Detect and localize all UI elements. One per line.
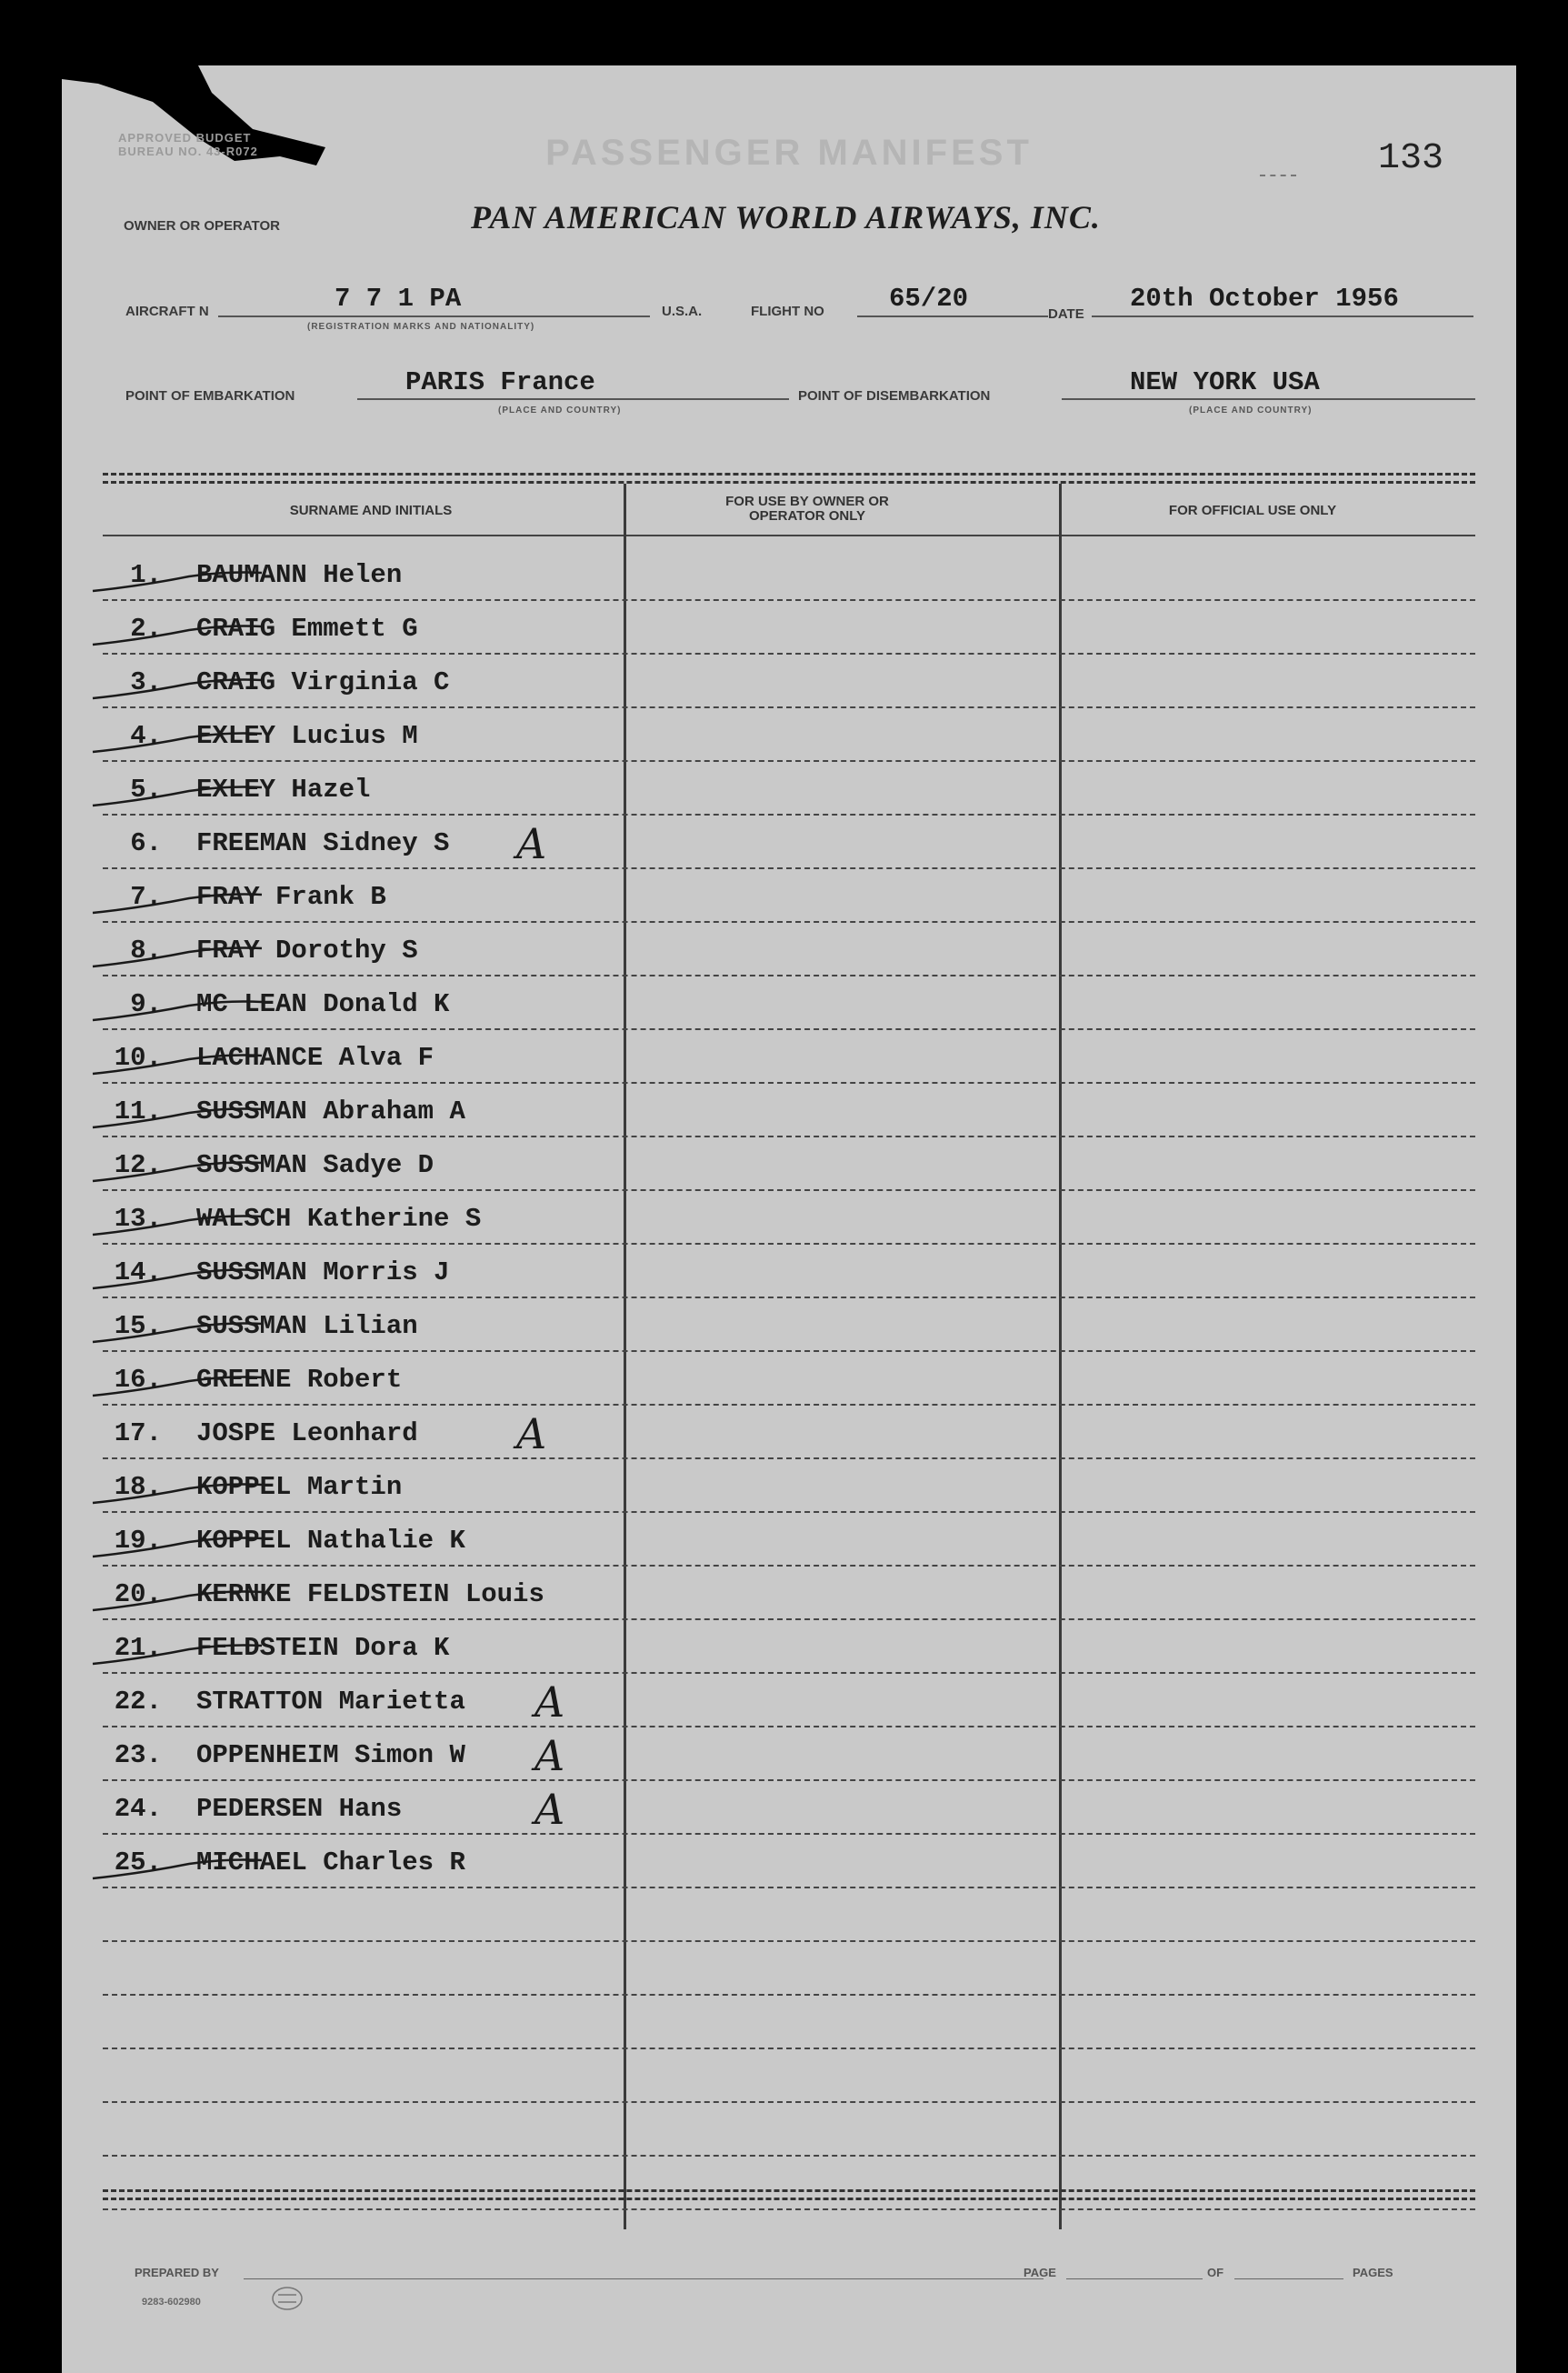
passenger-name: LACHANCE Alva F <box>196 1043 434 1073</box>
table-row <box>62 1888 1516 1942</box>
col-owner-use: FOR USE BY OWNER OR OPERATOR ONLY <box>725 494 889 524</box>
col-official-use: FOR OFFICIAL USE ONLY <box>1168 503 1337 518</box>
strike-mark <box>89 1052 271 1079</box>
table-top-rule <box>103 473 1475 484</box>
of-label: OF <box>1207 2266 1224 2279</box>
embarkation-value: PARIS France <box>405 367 595 397</box>
col-surname: SURNAME AND INITIALS <box>289 503 453 518</box>
table-row <box>62 976 1516 1030</box>
strike-mark <box>89 1213 271 1240</box>
passenger-name: GREENE Robert <box>196 1365 403 1395</box>
aircraft-label: AIRCRAFT N <box>125 304 209 319</box>
table-row <box>62 1674 1516 1727</box>
passenger-name: MC LEAN Donald K <box>196 989 450 1019</box>
strike-mark <box>89 1535 271 1562</box>
date-label: DATE <box>1048 306 1084 322</box>
table-row <box>62 1620 1516 1674</box>
passenger-number: 25. <box>114 1847 162 1877</box>
embarkation-note: (PLACE AND COUNTRY) <box>498 406 622 416</box>
strike-mark <box>89 1374 271 1401</box>
table-row <box>62 1245 1516 1298</box>
passenger-number: 18. <box>114 1472 162 1502</box>
passenger-number: 10. <box>114 1043 162 1073</box>
page-dash <box>1260 175 1296 176</box>
registration-note: (REGISTRATION MARKS AND NATIONALITY) <box>307 322 535 332</box>
table-row <box>62 816 1516 869</box>
passenger-name: EXLEY Hazel <box>196 775 371 805</box>
table-row <box>62 1513 1516 1567</box>
passenger-name: SUSSMAN Lilian <box>196 1311 418 1341</box>
table-row <box>62 1459 1516 1513</box>
passenger-name: FRAY Frank B <box>196 882 386 912</box>
strike-mark <box>89 784 271 811</box>
passenger-number: 23. <box>114 1740 162 1770</box>
usa-label: U.S.A. <box>662 304 703 319</box>
embarkation-label: POINT OF EMBARKATION <box>125 388 295 404</box>
table-row <box>62 655 1516 708</box>
row-rule <box>103 2208 1475 2210</box>
disembarkation-value: NEW YORK USA <box>1130 367 1320 397</box>
passenger-number: 11. <box>114 1096 162 1126</box>
table-row <box>62 601 1516 655</box>
passenger-number: 22. <box>114 1687 162 1717</box>
table-row <box>62 547 1516 601</box>
passenger-name: OPPENHEIM Simon W <box>196 1740 465 1770</box>
table-bottom-rule <box>103 2189 1475 2200</box>
strike-mark <box>89 1106 271 1133</box>
passenger-name: KOPPEL Martin <box>196 1472 403 1502</box>
prepared-by-label: PREPARED BY <box>135 2266 219 2279</box>
passenger-name: KOPPEL Nathalie K <box>196 1526 465 1556</box>
handwritten-mark: A <box>534 1677 565 1727</box>
strike-mark <box>89 945 271 972</box>
table-row <box>62 2157 1516 2210</box>
embarkation-line <box>357 398 789 400</box>
passenger-number: 24. <box>114 1794 162 1824</box>
strike-mark <box>89 1642 271 1669</box>
passenger-number: 3. <box>130 667 162 697</box>
passenger-number: 17. <box>114 1418 162 1448</box>
table-row <box>62 1352 1516 1406</box>
table-row <box>62 869 1516 923</box>
disembarkation-label: POINT OF DISEMBARKATION <box>798 388 991 404</box>
table-row <box>62 1298 1516 1352</box>
flight-line <box>857 315 1048 317</box>
table-row <box>62 1781 1516 1835</box>
owner-label: OWNER OR OPERATOR <box>124 218 280 234</box>
table-row <box>62 1030 1516 1084</box>
passenger-name: BAUMANN Helen <box>196 560 403 590</box>
strike-mark <box>89 1267 271 1294</box>
passenger-name: CRAIG Emmett G <box>196 614 418 644</box>
flight-value: 65/20 <box>889 284 969 314</box>
table-row <box>62 923 1516 976</box>
passenger-name: SUSSMAN Sadye D <box>196 1150 434 1180</box>
page-line <box>1066 2278 1203 2279</box>
page-number: 133 <box>1378 138 1444 179</box>
passenger-name: PEDERSEN Hans <box>196 1794 403 1824</box>
passenger-name: EXLEY Lucius M <box>196 721 418 751</box>
passenger-name: SUSSMAN Morris J <box>196 1257 450 1287</box>
passenger-number: 6. <box>130 828 162 858</box>
strike-mark <box>89 1481 271 1508</box>
passenger-name: FREEMAN Sidney S <box>196 828 450 858</box>
disembarkation-note: (PLACE AND COUNTRY) <box>1189 406 1313 416</box>
date-value: 20th October 1956 <box>1130 284 1399 314</box>
passenger-name: KERNKE FELDSTEIN Louis <box>196 1579 544 1609</box>
strike-mark <box>89 730 271 757</box>
pages-label: PAGES <box>1353 2266 1393 2279</box>
strike-mark <box>89 676 271 704</box>
table-row <box>62 2049 1516 2103</box>
passenger-name: MICHAEL Charles R <box>196 1847 465 1877</box>
passenger-name: FRAY Dorothy S <box>196 936 418 966</box>
passenger-name: JOSPE Leonhard <box>196 1418 418 1448</box>
handwritten-mark: A <box>534 1785 565 1834</box>
handwritten-mark: A <box>534 1731 565 1780</box>
passenger-number: 13. <box>114 1204 162 1234</box>
strike-mark <box>89 1588 271 1616</box>
passenger-name: CRAIG Virginia C <box>196 667 450 697</box>
of-line <box>1234 2278 1343 2279</box>
passenger-name: WALSCH Katherine S <box>196 1204 482 1234</box>
passenger-name: STRATTON Marietta <box>196 1687 465 1717</box>
passenger-number: 1. <box>130 560 162 590</box>
passenger-name: FELDSTEIN Dora K <box>196 1633 450 1663</box>
company-name: PAN AMERICAN WORLD AIRWAYS, INC. <box>471 199 1101 235</box>
passenger-number: 15. <box>114 1311 162 1341</box>
table-row <box>62 1137 1516 1191</box>
table-row <box>62 762 1516 816</box>
printer-seal-icon <box>269 2284 305 2313</box>
table-row <box>62 1727 1516 1781</box>
passenger-number: 5. <box>130 775 162 805</box>
prepared-by-line <box>244 2278 1044 2279</box>
handwritten-mark: A <box>516 1409 547 1458</box>
passenger-number: 14. <box>114 1257 162 1287</box>
table-row <box>62 1567 1516 1620</box>
strike-mark <box>89 569 271 596</box>
approval-note: APPROVED BUDGET BUREAU NO. 43-R072 <box>118 131 258 158</box>
passenger-number: 7. <box>130 882 162 912</box>
date-line <box>1092 315 1473 317</box>
table-row <box>62 708 1516 762</box>
header-bottom-rule <box>103 535 1475 536</box>
passenger-number: 9. <box>130 989 162 1019</box>
passenger-name: SUSSMAN Abraham A <box>196 1096 465 1126</box>
passenger-number: 2. <box>130 614 162 644</box>
table-row <box>62 1996 1516 2049</box>
aircraft-value: 7 7 1 PA <box>335 284 462 314</box>
passenger-number: 19. <box>114 1526 162 1556</box>
handwritten-mark: A <box>516 819 547 868</box>
table-row <box>62 1942 1516 1996</box>
disembarkation-line <box>1062 398 1475 400</box>
strike-mark <box>89 1857 271 1884</box>
passenger-number: 4. <box>130 721 162 751</box>
passenger-number: 20. <box>114 1579 162 1609</box>
form-code: 9283-602980 <box>142 2297 201 2308</box>
strike-mark <box>89 1159 271 1186</box>
strike-mark <box>89 998 271 1026</box>
table-row <box>62 1406 1516 1459</box>
table-row <box>62 1191 1516 1245</box>
strike-mark <box>89 623 271 650</box>
table-row <box>62 2103 1516 2157</box>
aircraft-line <box>218 315 650 317</box>
strike-mark <box>89 891 271 918</box>
manifest-page <box>62 65 1516 2373</box>
strike-mark <box>89 1320 271 1347</box>
passenger-number: 8. <box>130 936 162 966</box>
page-label: PAGE <box>1024 2266 1056 2279</box>
form-title: PASSENGER MANIFEST <box>545 133 1033 173</box>
passenger-number: 21. <box>114 1633 162 1663</box>
flight-label: FLIGHT NO <box>751 304 824 319</box>
passenger-number: 12. <box>114 1150 162 1180</box>
table-row <box>62 1084 1516 1137</box>
passenger-number: 16. <box>114 1365 162 1395</box>
table-row <box>62 1835 1516 1888</box>
